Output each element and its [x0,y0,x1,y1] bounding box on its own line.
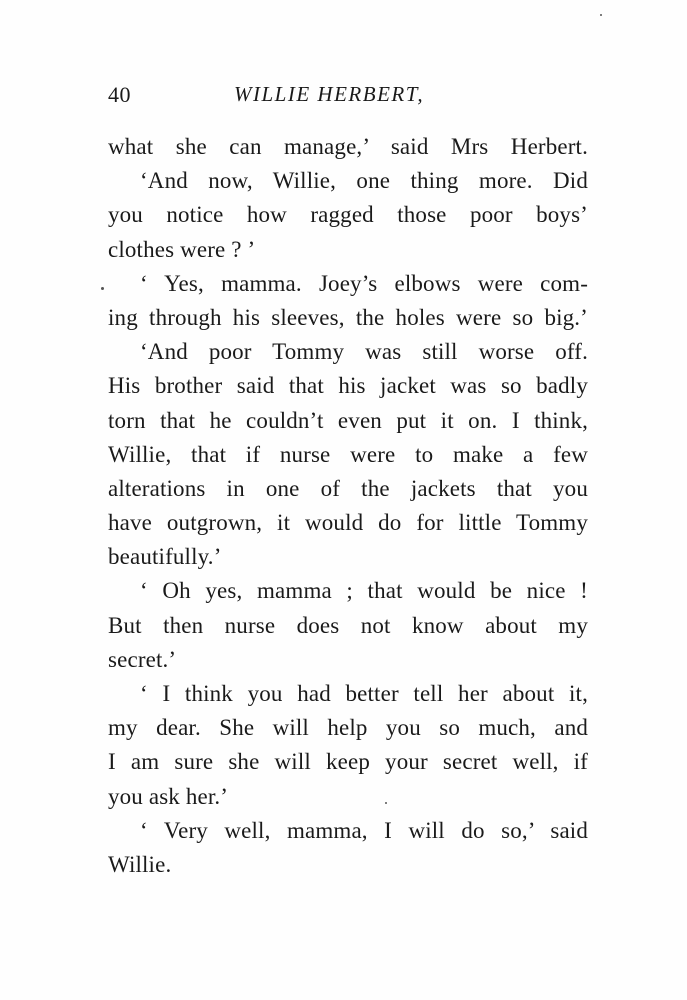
text-line: what she can manage,’ said Mrs Herbert. [108,134,588,159]
body-text [108,130,588,882]
print-speck [385,802,387,804]
text-line: But then nurse does not know about my [108,612,588,638]
text-line: I am sure she will keep your secret well, if [108,749,588,775]
text-line: ‘And poor Tommy was still worse off. [140,339,588,365]
running-title: WILLIE HERBERT, [234,82,425,106]
text-line: ‘ Oh yes, mamma ; that would be nice ! [140,578,588,604]
text-line: Willie, that if nurse were to make a few [108,441,588,467]
text-line: ‘ Very well, mamma, I will do so,’ said [140,817,588,843]
print-speck [101,287,104,290]
text-line: His brother said that his jacket was so badly [108,373,588,399]
text-line: have outgrown, it would do for little Tommy [108,510,588,536]
text-line: alterations in one of the jackets that you [108,475,588,501]
text-line: ‘ I think you had better tell her about it, [140,681,588,706]
text-line: you ask her.’ [108,783,229,809]
text-line: ing through his sleeves, the holes were so big.’ [108,304,588,330]
text-line: ‘ Yes, mamma. Joey’s elbows were com- [140,270,588,296]
page-number: 40 [108,82,131,107]
text-line: Willie. [108,851,172,877]
running-head [108,82,588,116]
text-line: ‘And now, Willie, one thing more. Did [140,168,588,194]
text-line: you notice how ragged those poor boys’ [108,202,588,228]
print-speck [600,14,602,16]
text-line: secret.’ [108,646,177,672]
text-line: clothes were ? ’ [108,236,256,262]
text-line: beautifully.’ [108,544,222,570]
text-line: torn that he couldn’t even put it on. I think, [108,407,588,433]
text-line: my dear. She will help you so much, and [108,715,588,741]
